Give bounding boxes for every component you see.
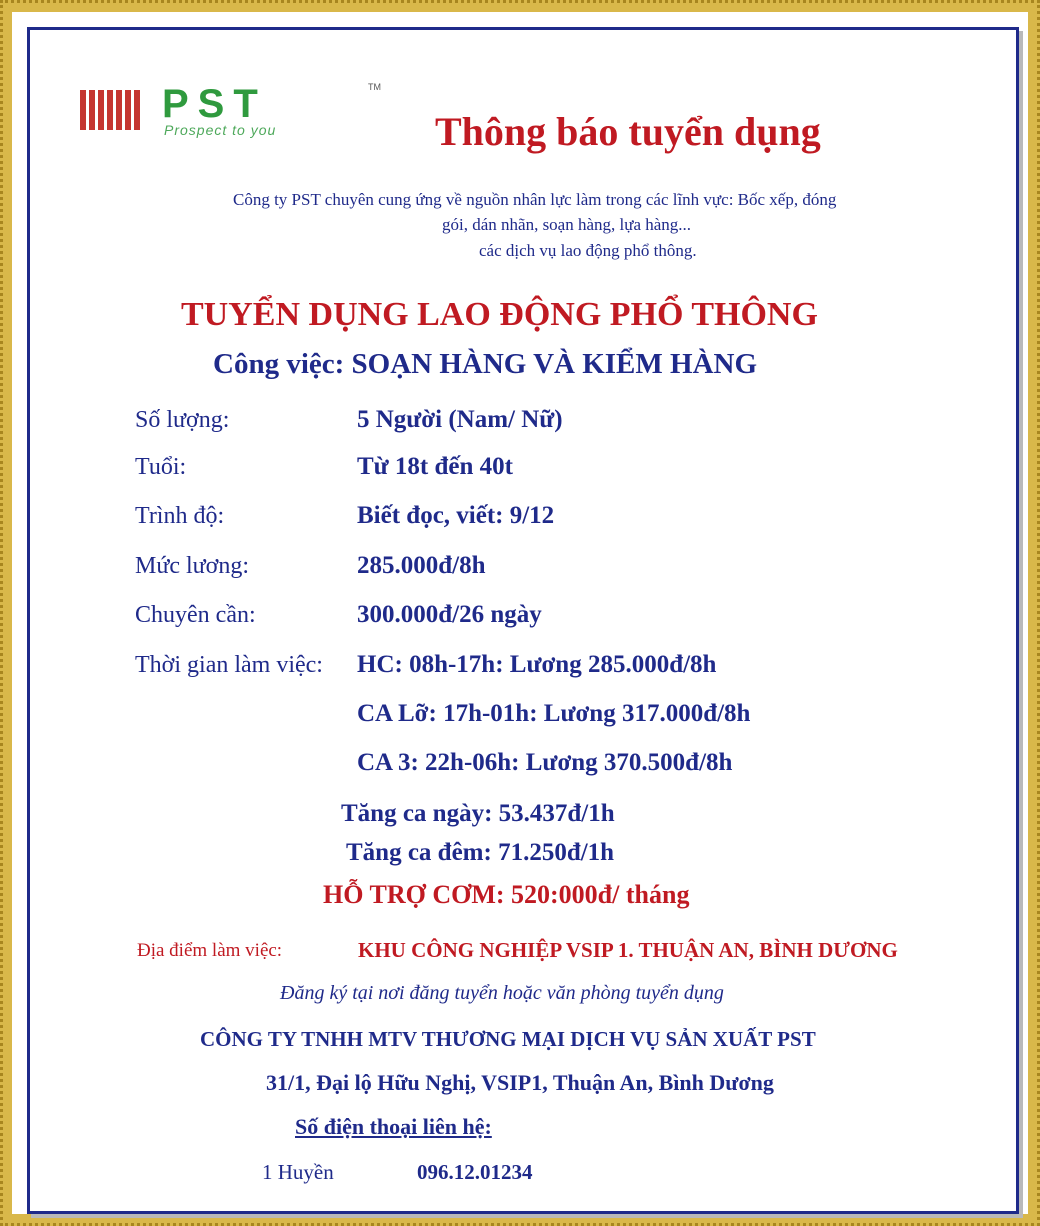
company-name: CÔNG TY TNHH MTV THƯƠNG MẠI DỊCH VỤ SẢN XUẤT PST (200, 1027, 816, 1051)
label-quantity: Số lượng: (135, 407, 230, 433)
register-note: Đăng ký tại nơi đăng tuyển hoặc văn phòng tuyển dụng (280, 982, 724, 1004)
logo-tagline: Prospect to you (164, 122, 277, 138)
label-attendance: Chuyên cần: (135, 602, 256, 628)
intro-line-2: gói, dán nhãn, soạn hàng, lựa hàng... (442, 215, 692, 234)
poster (27, 27, 1019, 1214)
page-title: Thông báo tuyển dụng (435, 109, 821, 154)
company-address: 31/1, Đại lộ Hữu Nghị, VSIP1, Thuận An, Bình Dương (266, 1070, 774, 1095)
headline: TUYỂN DỤNG LAO ĐỘNG PHỔ THÔNG (181, 296, 818, 333)
overtime-night: Tăng ca đêm: 71.250đ/1h (346, 839, 615, 866)
value-shift-ca-3: CA 3: 22h-06h: Lương 370.500đ/8h (357, 749, 733, 776)
value-shift-ca-lo: CA Lỡ: 17h-01h: Lương 317.000đ/8h (357, 700, 751, 727)
intro-line-1: Công ty PST chuyên cung ứng về nguồn nhân lực làm trong các lĩnh vực: Bốc xếp, đóng (233, 190, 837, 209)
contact-phone: 096.12.01234 (417, 1160, 533, 1184)
value-shift-hc: HC: 08h-17h: Lương 285.000đ/8h (357, 651, 717, 678)
label-education: Trình độ: (135, 503, 225, 529)
contact-heading: Số điện thoại liên hệ: (295, 1114, 492, 1139)
pst-logo (80, 80, 380, 142)
logo-trademark: TM (368, 82, 381, 92)
overtime-day: Tăng ca ngày: 53.437đ/1h (341, 800, 615, 827)
value-education: Biết đọc, viết: 9/12 (357, 502, 555, 529)
contact-name: 1 Huyền (262, 1160, 334, 1184)
intro-line-3: các dịch vụ lao động phổ thông. (479, 241, 697, 260)
job-title: Công việc: SOẠN HÀNG VÀ KIỂM HÀNG (213, 348, 758, 380)
label-age: Tuổi: (135, 454, 187, 480)
meal-support: HỖ TRỢ CƠM: 520:000đ/ tháng (323, 880, 690, 909)
label-working-time: Thời gian làm việc: (135, 652, 323, 678)
logo-wordmark: PST (162, 82, 267, 126)
value-salary: 285.000đ/8h (357, 552, 486, 579)
logo-bars-icon (80, 90, 140, 130)
value-age: Từ 18t đến 40t (357, 453, 513, 480)
location-value: KHU CÔNG NGHIỆP VSIP 1. THUẬN AN, BÌNH DƯƠNG (358, 938, 898, 962)
label-salary: Mức lương: (135, 553, 250, 579)
value-attendance: 300.000đ/26 ngày (357, 601, 542, 628)
value-quantity: 5 Người (Nam/ Nữ) (357, 406, 563, 433)
location-label: Địa điểm làm việc: (137, 940, 283, 961)
